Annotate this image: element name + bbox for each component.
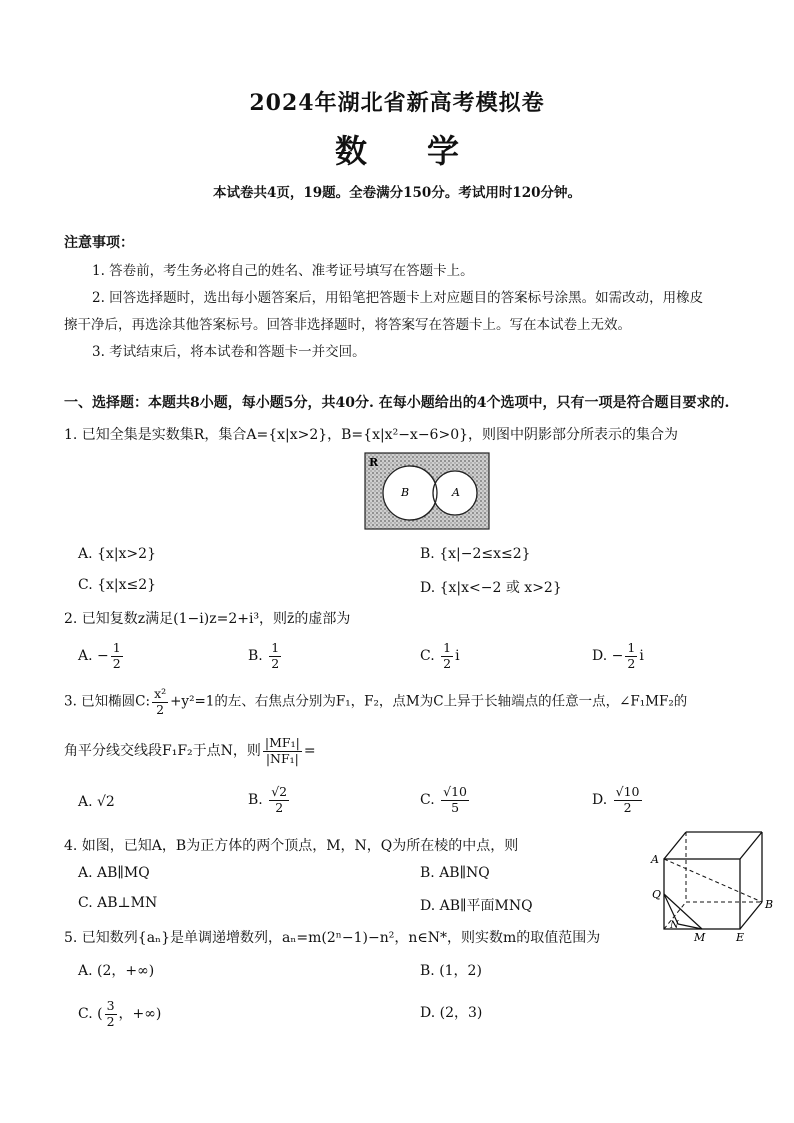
q2-option-c: C. $\frac{1}{2}$ i	[420, 640, 460, 671]
q4-option-b: B. AB∥NQ	[420, 865, 490, 881]
subject-title: 数学	[334, 132, 519, 170]
cube-figure	[648, 822, 780, 946]
q5-option-d: D. (2，3)	[420, 1005, 483, 1021]
q4-option-c: C. AB⊥MN	[78, 895, 158, 911]
q1-option-b: B. {x|−2≤x≤2}	[420, 546, 531, 562]
q2-option-a: A. − $\frac{1}{2}$	[78, 640, 121, 671]
cube-label-n: N	[670, 920, 679, 931]
q2-option-b: B. $\frac{1}{2}$	[248, 640, 280, 671]
q2-option-d: D. − $\frac{1}{2}$ i	[592, 640, 644, 671]
q1-stem: 1. 已知全集是实数集R，集合A={x|x>2}，B={x|x²−x−6>0}，则图中阴影部分所表示的集合为	[64, 427, 679, 443]
q3-stem-line1: 3. 已知椭圆C: $\frac{\text{x²}}{2}$ +y²=1的左、右焦点分别为F₁，F₂，点M为C上异于长轴端点的任意一点，∠F₁MF₂的	[64, 686, 688, 717]
note-item: 3. 考试结束后，将本试卷和答题卡一并交回。	[92, 344, 366, 360]
venn-label-b: B	[401, 486, 410, 499]
cube-label-q: Q	[652, 888, 662, 901]
q3-option-b: B. $\frac{√2}{2}$	[248, 784, 288, 815]
q5-stem: 5. 已知数列{aₙ}是单调递增数列，aₙ=m(2ⁿ−1)−n²，n∈N*，则实数m的取值范围为	[64, 930, 601, 946]
venn-label-r: R	[369, 456, 379, 469]
q3-option-a: A. √2	[78, 794, 115, 810]
cube-label-m: M	[694, 931, 706, 944]
exam-info: 本试卷共4页，19题。全卷满分150分。考试用时120分钟。	[212, 185, 582, 201]
cube-label-e: E	[736, 931, 745, 944]
exam-title: 2024年湖北省新高考模拟卷	[249, 90, 545, 116]
q1-option-c: C. {x|x≤2}	[78, 577, 157, 593]
note-item: 1. 答卷前，考生务必将自己的姓名、准考证号填写在答题卡上。	[92, 263, 474, 279]
q3-option-c: C. $\frac{√10}{5}$	[420, 784, 467, 815]
q4-stem: 4. 如图，已知A，B为正方体的两个顶点，M，N，Q为所在棱的中点，则	[64, 838, 519, 854]
notes-heading: 注意事项：	[64, 235, 134, 251]
q4-option-a: A. AB∥MQ	[78, 865, 150, 881]
note-item: 擦干净后，再选涂其他答案标号。回答非选择题时，将答案写在答题卡上。写在本试卷上无效。	[64, 317, 631, 333]
q3-stem-line2: 角平分线交线段F₁F₂于点N，则 $\frac{\text{|MF₁|}}{\text{|NF₁|}}$ =	[64, 735, 316, 766]
q3-option-d: D. $\frac{√10}{2}$	[592, 784, 640, 815]
q5-option-b: B. (1，2)	[420, 963, 482, 979]
q4-option-d: D. AB∥平面MNQ	[420, 898, 533, 914]
q1-option-d: D. {x|x<−2 或 x>2}	[420, 580, 562, 596]
cube-label-a: A	[651, 853, 659, 866]
q5-option-c: C. ( $\frac{3}{2}$ ，+∞)	[78, 998, 162, 1029]
q2-stem: 2. 已知复数z满足(1−i)z=2+i³，则z̄的虚部为	[64, 611, 351, 627]
cube-label-b: B	[765, 898, 774, 911]
venn-label-a: A	[452, 486, 460, 499]
venn-diagram	[364, 452, 490, 530]
section-heading: 一、选择题：本题共8小题，每小题5分，共40分. 在每小题给出的4个选项中，只有一项是符合题目要求的.	[64, 395, 730, 411]
q1-option-a: A. {x|x>2}	[78, 546, 156, 562]
q5-option-a: A. (2，+∞)	[78, 963, 155, 979]
note-item: 2. 回答选择题时，选出每小题答案后，用铅笔把答题卡上对应题目的答案标号涂黑。如需改动，用橡皮	[92, 290, 704, 306]
